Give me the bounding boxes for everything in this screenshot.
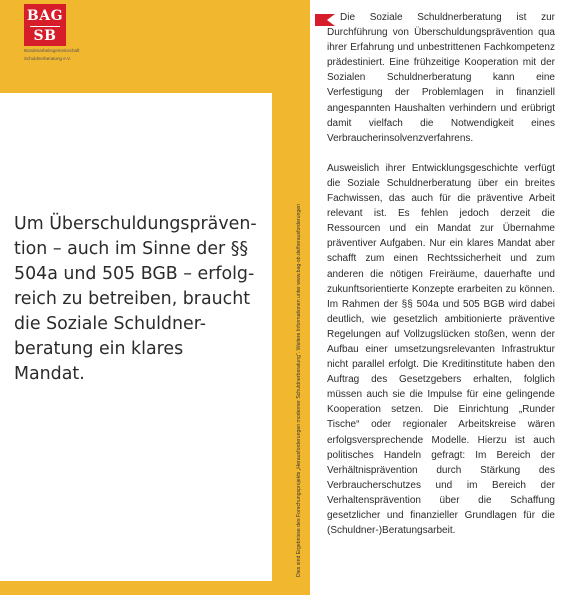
headline-line: reich zu betreiben, braucht [14, 289, 251, 309]
headline-line: Mandat. [14, 364, 85, 384]
headline-line: beratung ein klares [14, 339, 184, 359]
headline-line: 504a und 505 BGB – erfolg- [14, 264, 255, 284]
logo-text-bag: BAG [26, 8, 64, 24]
logo-text-sb: SB [33, 28, 57, 44]
logo-subtitle-2: Schuldnerberatung e.V. [24, 55, 71, 61]
headline [14, 212, 276, 387]
logo-mark [24, 4, 66, 46]
headline-line: Um Überschuldungspräven- [14, 214, 257, 234]
bag-sb-logo [24, 4, 80, 61]
logo-rule [30, 26, 60, 27]
headline-line: die Soziale Schuldner- [14, 314, 207, 334]
body-paragraph-1: Die Soziale Schuldnerberatung ist zur Durchführung von Überschuldungsprävention qua ihrer Erfahrung und unbestrittenen Fachkompetenz prädestiniert. Eine frühzeitige Kooperation mit der Sozialen Schuldnerberatung kann eine Verfestigung der Problemlagen in finanziell angespannten Haushalten verhindern und erübrigt damit vielfach die Notwendigkeit eines Verbraucherinsolvenzverfahrens. [327, 12, 555, 144]
spine-text: Dies sind Ergebnisse des Forschungsprojekts „Herausforderungen moderner Schuldnerberatung“. Weitere Informationen unter www.bag-sb.de/herausforderungen [296, 203, 302, 577]
headline-line: tion – auch im Sinne der §§ [14, 239, 249, 259]
logo-subtitle-1: Bundesarbeitsgemeinschaft [24, 48, 80, 53]
body-text [327, 10, 555, 553]
spine [282, 0, 310, 595]
body-paragraph-2: Ausweislich ihrer Entwicklungsgeschichte verfügt die Soziale Schuldnerberatung über ein breites Fachwissen, das auch für die präventive Arbeit relevant ist. Es fehlen jedoch derzeit die Ressourcen und ein Mandat zur Übernahme präventiver Aufgaben. Nur ein klares Mandat aber schafft zum einen Rechtssicherheit und zum anderen die nötigen Freiräume, dauerhafte und zukunftsorientierte Konzepte erarbeiten zu können. Im Rahmen der §§ 504a und 505 BGB wird dabei deutlich, wie gesetzlich ambitionierte präventive Regelungen auf Vollzugslücken stoßen, wenn der Aufbau einer umsetzungsrelevanten Infrastruktur nicht parallel erfolgt. Die Kreditinstitute haben den Auftrag des Gesetzgebers erhalten, folglich müssen auch sie die Impulse für eine gelingende Kooperation setzen. Die Einrichtung „Runder Tische“ oder regionaler Arbeitskreise wären erfolgsversprechende Modelle. Hierzu ist auch politisches Handeln gefragt: Im Bereich der Verhältnisprävention durch Stärkung des Verbraucherschutzes und im Bereich der Verhaltensprävention über die Schaffung gesetzlicher und finanzieller Grundlagen für die (Schuldner-)Beratungsarbeit. [327, 162, 555, 537]
